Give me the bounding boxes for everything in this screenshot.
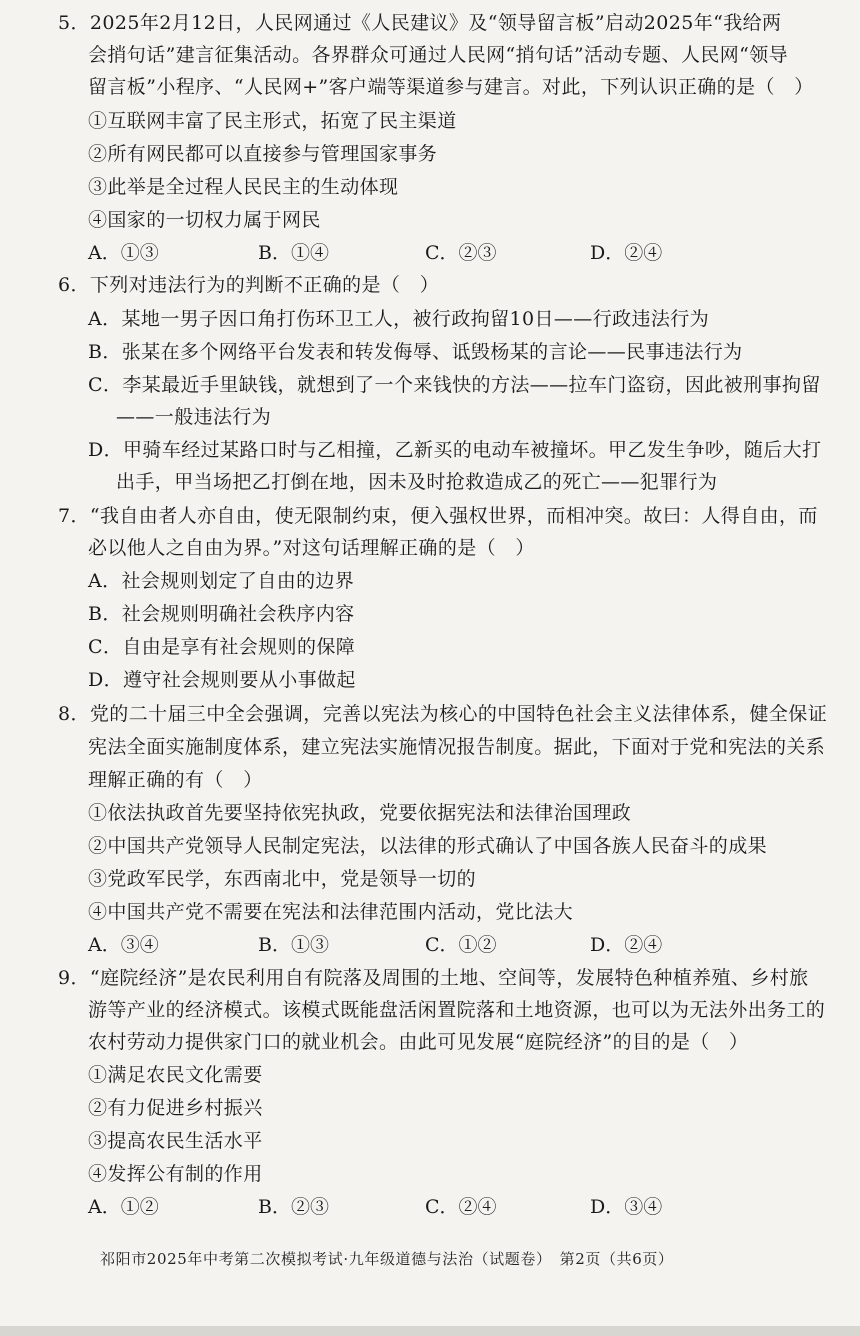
question-8-stem-line-1: 8．党的二十届三中全会强调，完善以宪法为核心的中国特色社会主义法律体系，健全保证 [58,703,828,725]
question-8-option-d: D．②④ [590,934,663,956]
question-8-option-c: C．①② [425,934,497,956]
question-5-item-3: ③此举是全过程人民民主的生动体现 [88,176,399,198]
question-8-item-4: ④中国共产党不需要在宪法和法律范围内活动，党比法大 [88,901,574,923]
question-9-option-d: D．③④ [590,1196,663,1218]
question-5-option-b: B．①④ [258,242,329,264]
question-6-option-d-line-1: D．甲骑车经过某路口时与乙相撞，乙新买的电动车被撞坏。甲乙发生争吵，随后大打 [88,439,822,461]
question-5-stem-line-3: 留言板”小程序、“人民网+”客户端等渠道参与建言。对此，下列认识正确的是（ ） [88,76,814,98]
question-6-option-c-line-1: C．李某最近手里缺钱，就想到了一个来钱快的方法——拉车门盗窃，因此被刑事拘留 [88,374,821,396]
question-8-stem-line-2: 宪法全面实施制度体系，建立宪法实施情况报告制度。据此，下面对于党和宪法的关系 [88,736,826,758]
question-5-item-1: ①互联网丰富了民主形式，拓宽了民主渠道 [88,110,457,132]
scan-bottom-edge [0,1326,860,1336]
question-9-option-b: B．②③ [258,1196,329,1218]
question-9-item-4: ④发挥公有制的作用 [88,1163,263,1185]
question-9-item-2: ②有力促进乡村振兴 [88,1097,263,1119]
question-7-option-d: D．遵守社会规则要从小事做起 [88,669,356,691]
question-5-item-4: ④国家的一切权力属于网民 [88,209,321,231]
question-6-stem: 6．下列对违法行为的判断不正确的是（ ） [58,274,440,296]
question-8-item-3: ③党政军民学，东西南北中，党是领导一切的 [88,868,477,890]
question-9-item-3: ③提高农民生活水平 [88,1130,263,1152]
question-5-stem-line-2: 会捎句话”建言征集活动。各界群众可通过人民网“捎句话”活动专题、人民网“领导 [88,44,789,66]
question-8-option-b: B．①③ [258,934,329,956]
question-5-option-a: A．①③ [88,242,159,264]
question-9-stem-line-3: 农村劳动力提供家门口的就业机会。由此可见发展“庭院经济”的目的是（ ） [88,1031,749,1053]
question-9-stem-line-1: 9．“庭院经济”是农民利用自有院落及周围的土地、空间等，发展特色种植养殖、乡村旅 [58,967,809,989]
question-6-option-a: A．某地一男子因口角打伤环卫工人，被行政拘留10日——行政违法行为 [88,308,710,330]
question-8-stem-line-3: 理解正确的有（ ） [88,769,263,791]
question-5-option-c: C．②③ [425,242,497,264]
question-9-item-1: ①满足农民文化需要 [88,1064,263,1086]
question-5-option-d: D．②④ [590,242,663,264]
page-footer: 祁阳市2025年中考第二次模拟考试·九年级道德与法治（试题卷） 第2页（共6页） [100,1250,674,1268]
question-8-item-1: ①依法执政首先要坚持依宪执政，党要依据宪法和法律治国理政 [88,802,632,824]
question-9-option-a: A．①② [88,1196,159,1218]
question-7-option-a: A．社会规则划定了自由的边界 [88,570,355,592]
question-9-stem-line-2: 游等产业的经济模式。该模式既能盘活闲置院落和土地资源，也可以为无法外出务工的 [88,999,826,1021]
question-7-option-c: C．自由是享有社会规则的保障 [88,636,356,658]
question-7-stem-line-2: 必以他人之自由为界。”对这句话理解正确的是（ ） [88,537,535,559]
question-5-stem-line-1: 5．2025年2月12日，人民网通过《人民建议》及“领导留言板”启动2025年“我给两 [58,12,782,34]
question-8-item-2: ②中国共产党领导人民制定宪法，以法律的形式确认了中国各族人民奋斗的成果 [88,835,768,857]
question-8-option-a: A．③④ [88,934,159,956]
question-6-option-d-line-2: 出手，甲当场把乙打倒在地，因未及时抢救造成乙的死亡——犯罪行为 [116,471,718,493]
question-6-option-b: B．张某在多个网络平台发表和转发侮辱、诋毁杨某的言论——民事违法行为 [88,341,743,363]
question-5-item-2: ②所有网民都可以直接参与管理国家事务 [88,143,438,165]
question-6-option-c-line-2: ——一般违法行为 [116,406,272,428]
question-7-stem-line-1: 7．“我自由者人亦自由，使无限制约束，便入强权世界，而相冲突。故曰：人得自由，而 [58,505,818,527]
question-9-option-c: C．②④ [425,1196,497,1218]
question-7-option-b: B．社会规则明确社会秩序内容 [88,603,355,625]
